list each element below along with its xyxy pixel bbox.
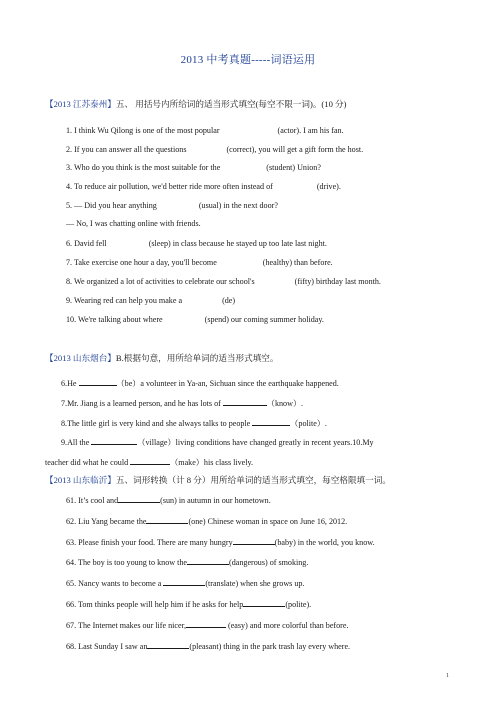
question-line: teacher did what he could （make）his class lively.: [45, 458, 254, 467]
answer-blank[interactable]: [220, 162, 266, 170]
question-line: 3. Who do you think is the most suitable for the (student) Union?: [66, 163, 321, 172]
answer-blank[interactable]: [163, 577, 205, 586]
question-line: 4. To reduce air pollution, we'd better ride more often instead of (drive).: [66, 182, 341, 191]
section-source: 【2013 江苏泰州】: [45, 99, 116, 109]
answer-blank[interactable]: [147, 640, 189, 649]
question-line: 6. David fell (sleep) in class because he stayed up too late last night.: [66, 239, 327, 248]
question-line: 61. It’s cool and (sun) in autumn in our hometown.: [66, 496, 271, 505]
question-line: 64. The boy is too young to know the (dangerous) of smoking.: [66, 558, 309, 567]
question-line: 62. Liu Yang became the (one) Chinese woman in space on June 16, 2012.: [66, 517, 348, 526]
answer-blank[interactable]: [252, 417, 290, 426]
answer-blank[interactable]: [107, 238, 149, 246]
question-line: 65. Nancy wants to become a (translate) when she grows up.: [66, 579, 305, 588]
section-source: 【2013 山东烟台】: [45, 353, 116, 363]
question-line: 6.He （be）a volunteer in Ya-an, Sichuan since the earthquake happened.: [61, 379, 339, 388]
answer-blank[interactable]: [243, 598, 285, 607]
section-heading-linyi: [45, 474, 391, 486]
answer-blank[interactable]: [233, 536, 275, 545]
answer-blank[interactable]: [157, 200, 199, 208]
question-line: 2. If you can answer all the questions (correct), you will get a gift form the host.: [66, 145, 364, 154]
question-line: 63. Please finish your food. There are many hungry (baby) in the world, you know.: [66, 538, 375, 547]
answer-blank[interactable]: [186, 619, 226, 628]
answer-blank[interactable]: [255, 276, 295, 284]
answer-blank[interactable]: [217, 257, 263, 265]
answer-blank[interactable]: [273, 181, 317, 189]
section-source: 【2013 山东临沂】: [45, 475, 116, 485]
question-line: 9.All the （village）living conditions have changed greatly in recent years.10.My: [61, 438, 374, 447]
question-line: 7. Take exercise one hour a day, you'll become (healthy) than before.: [66, 258, 333, 267]
question-line: 1. I think Wu Qilong is one of the most popular (actor). I am his fan.: [66, 126, 344, 135]
question-line: 8.The little girl is very kind and she always talks to people （polite）.: [61, 419, 327, 428]
answer-blank[interactable]: [223, 397, 267, 406]
answer-blank[interactable]: [186, 144, 226, 152]
question-line: 66. Tom thinks people will help him if he asks for help (polite).: [66, 600, 312, 609]
answer-blank[interactable]: [163, 314, 205, 322]
page-title: 2013 中考真题-----词语运用: [180, 54, 316, 66]
question-line: 8. We organized a lot of activities to celebrate our school's (fifty) birthday last month.: [66, 277, 381, 286]
answer-blank[interactable]: [79, 377, 117, 386]
answer-blank[interactable]: [118, 494, 160, 503]
section-heading-text: B.根据句意，用所给单词的适当形式填空。: [115, 353, 279, 363]
question-line: 10. We're talking about where (spend) our coming summer holiday.: [66, 315, 324, 324]
answer-blank[interactable]: [146, 515, 188, 524]
answer-blank[interactable]: [130, 456, 170, 465]
section-heading-yantai: [45, 352, 278, 364]
section-heading-text: 五、词形转换（计 8 分）用所给单词的适当形式填空，每空格限填一词。: [115, 475, 391, 485]
section-heading-text: 五、 用括号内所给词的适当形式填空(每空不限一词)。(10 分): [115, 99, 347, 109]
answer-blank[interactable]: [187, 556, 229, 565]
question-line: 67. The Internet makes our life nicer, (easy) and more colorful than before.: [66, 621, 349, 630]
question-line: 7.Mr. Jiang is a learned person, and he has lots of （know）.: [61, 399, 304, 408]
question-line: — No, I was chatting online with friends.: [66, 219, 201, 228]
question-line: 68. Last Sunday I saw an (pleasant) thing in the park trash lay every where.: [66, 642, 351, 651]
section-heading-taizhou: [45, 98, 347, 110]
answer-blank[interactable]: [91, 436, 137, 445]
question-line: 5. — Did you hear anything (usual) in the next door?: [66, 201, 278, 210]
answer-blank[interactable]: [182, 295, 222, 303]
answer-blank[interactable]: [220, 125, 278, 133]
question-line: 9. Wearing red can help you make a (de): [66, 296, 236, 305]
page-number: 1: [446, 673, 449, 679]
